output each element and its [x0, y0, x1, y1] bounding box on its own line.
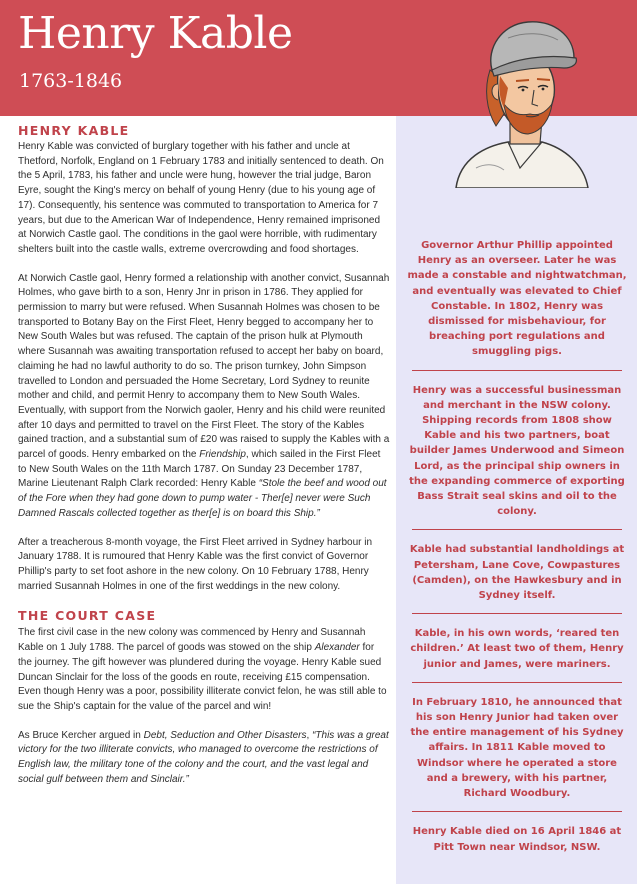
paragraph-arrival: After a treacherous 8-month voyage, the First Fleet arrived in Sydney harbour in January 1788. It is rumoured that Henry Kable was the first convict of Governor Phillip's party to set foot ashore in the new colony. On 10 February 1788, Henry married Susannah Holmes in one of the first weddings in the new colony.	[18, 536, 373, 592]
fact-businessman: Henry was a successful businessman and merchant in the NSW colony. Shipping records from 1808 show Kable and his two partners, boat builder James Underwood and Simeon Lord, as the principal ship owners in the expanding commerce of exporting Bass Strait seal skins and oil to the colony.	[409, 384, 625, 518]
kercher-quote: “This was a great victory for the two illiterate convicts, who managed to overcome the restrictions of English law, the military tone of the colony and the court, and the vast legal and social gulf between them and Sinclair.”	[18, 729, 389, 785]
paragraph-conviction: Henry Kable was convicted of burglary together with his father and uncle at Thetford, Norfolk, England on 1 February 1783 and initially sentenced to death. On the 5 April, 1783, his father and uncle were hung, however the trial judge, Baron Eyre, sought the King's mercy on behalf of young Henry (due to his young age of 17). Consequently, his sentence was commuted to transportation to America for 7 years, but due to the American War of Independence, Henry remained imprisoned at Norwich Castle gaol. The conditions in the gaol were horrible, with rudimentary shelters built into the castle walls, extreme overcrowding and food shortages.	[18, 141, 384, 255]
divider	[412, 613, 622, 614]
paragraph-kercher: As Bruce Kercher argued in Debt, Seduction and Other Disasters, “This was a great victory for the two illiterate convicts, who managed to overcome the restrictions of English law, the military tone of the colony and the court, and the vast legal and social gulf between them and Sinclair.”	[18, 729, 389, 785]
clark-quote: “Stole the beef and wood out of the Fore when they had gone down to pump water - Ther[e] never were Such Damned Rascals collected together as ther[e] is on board this Ship.”	[18, 478, 387, 519]
fact-overseer: Governor Arthur Phillip appointed Henry as an overseer. Later he was made a constable and nightwatchman, and eventually was elevated to Chief Constable. In 1802, Henry was dismissed for misbehaviour, for breaching port regulations and smuggling pigs.	[407, 240, 627, 358]
book-title: Debt, Seduction and Other Disasters	[143, 729, 307, 741]
divider	[412, 811, 622, 812]
heading-henry-kable: HENRY KABLE	[18, 123, 130, 138]
paragraph-norwich-gaol: At Norwich Castle gaol, Henry formed a relationship with another convict, Susannah Holmes, who gave birth to a son, Henry Jnr in prison in 1786. They applied for permission to marry but were refused. When Susannah Holmes was chosen to be transported to Botany Bay on the First Fleet, Henry begged to accompany her to New South Wales but was refused. The captain of the prison hulk at Plymouth where Susannah was awaiting transportation refused to accept her baby on board, claiming he had no lawful authority to do so. The prison turnkey, John Simpson travelled to London and persuaded the Home Secretary, Lord Sydney to reunite mother and child, and permit Henry to accompany them to New South Wales. Eventually, with support from the Norwich gaoler, Henry and his child were reunited after 10 days and permitted to travel on the First Fleet. The story of the Kables gained traction, and a substantial sum of £20 was raised to supply the Kables with a parcel of goods. Henry embarked on the Friendship, which sailed in the First Fleet to New South Wales on the 11th March 1787. On Sunday 23 December 1787, Marine Lieutenant Ralph Clark recorded: Henry Kable “Stole the beef and wood out of the Fore when they had gone down to pump water - Ther[e] never were Such Damned Rascals collected together as ther[e] is on board this Ship.”	[18, 272, 390, 519]
sidebar-facts	[406, 238, 628, 855]
convict-portrait-illustration	[446, 18, 592, 188]
fact-windsor: In February 1810, he announced that his son Henry Junior had taken over the entire management of his Sydney affairs. In 1811 Kable moved to Windsor where he operated a store and a brewery, with his partner, Richard Woodbury.	[410, 696, 624, 800]
biography-text	[18, 140, 390, 594]
page-title: Henry Kable	[18, 8, 293, 59]
ship-name-friendship: Friendship	[199, 449, 246, 461]
fact-landholdings: Kable had substantial landholdings at Petersham, Lane Cove, Cowpastures (Camden), on the Hawkesbury and in Sydney itself.	[409, 544, 625, 602]
divider	[412, 370, 622, 371]
ship-name-alexander: Alexander	[314, 642, 360, 654]
heading-court-case: THE COURT CASE	[18, 608, 157, 624]
divider	[412, 529, 622, 530]
court-case-text	[18, 626, 390, 787]
divider	[412, 682, 622, 683]
fact-children: Kable, in his own words, ‘reared ten children.’ At least two of them, Henry junior and James, were mariners.	[410, 628, 624, 670]
lifespan-years: 1763-1846	[19, 70, 123, 92]
paragraph-civil-case: The first civil case in the new colony was commenced by Henry and Susannah Kable on 1 July 1788. The parcel of goods was stowed on the ship Alexander for the journey. The gift however was plundered during the voyage. Henry Kable sued Duncan Sinclair for the loss of the goods en route, receiving £15 compensation. Even though Henry was a poor, possibility illiterate convict felon, he was still able to sue the Ship's captain for the value of the parcel and win!	[18, 627, 387, 712]
main-column	[18, 123, 390, 801]
fact-death: Henry Kable died on 16 April 1846 at Pitt Town near Windsor, NSW.	[412, 826, 622, 853]
